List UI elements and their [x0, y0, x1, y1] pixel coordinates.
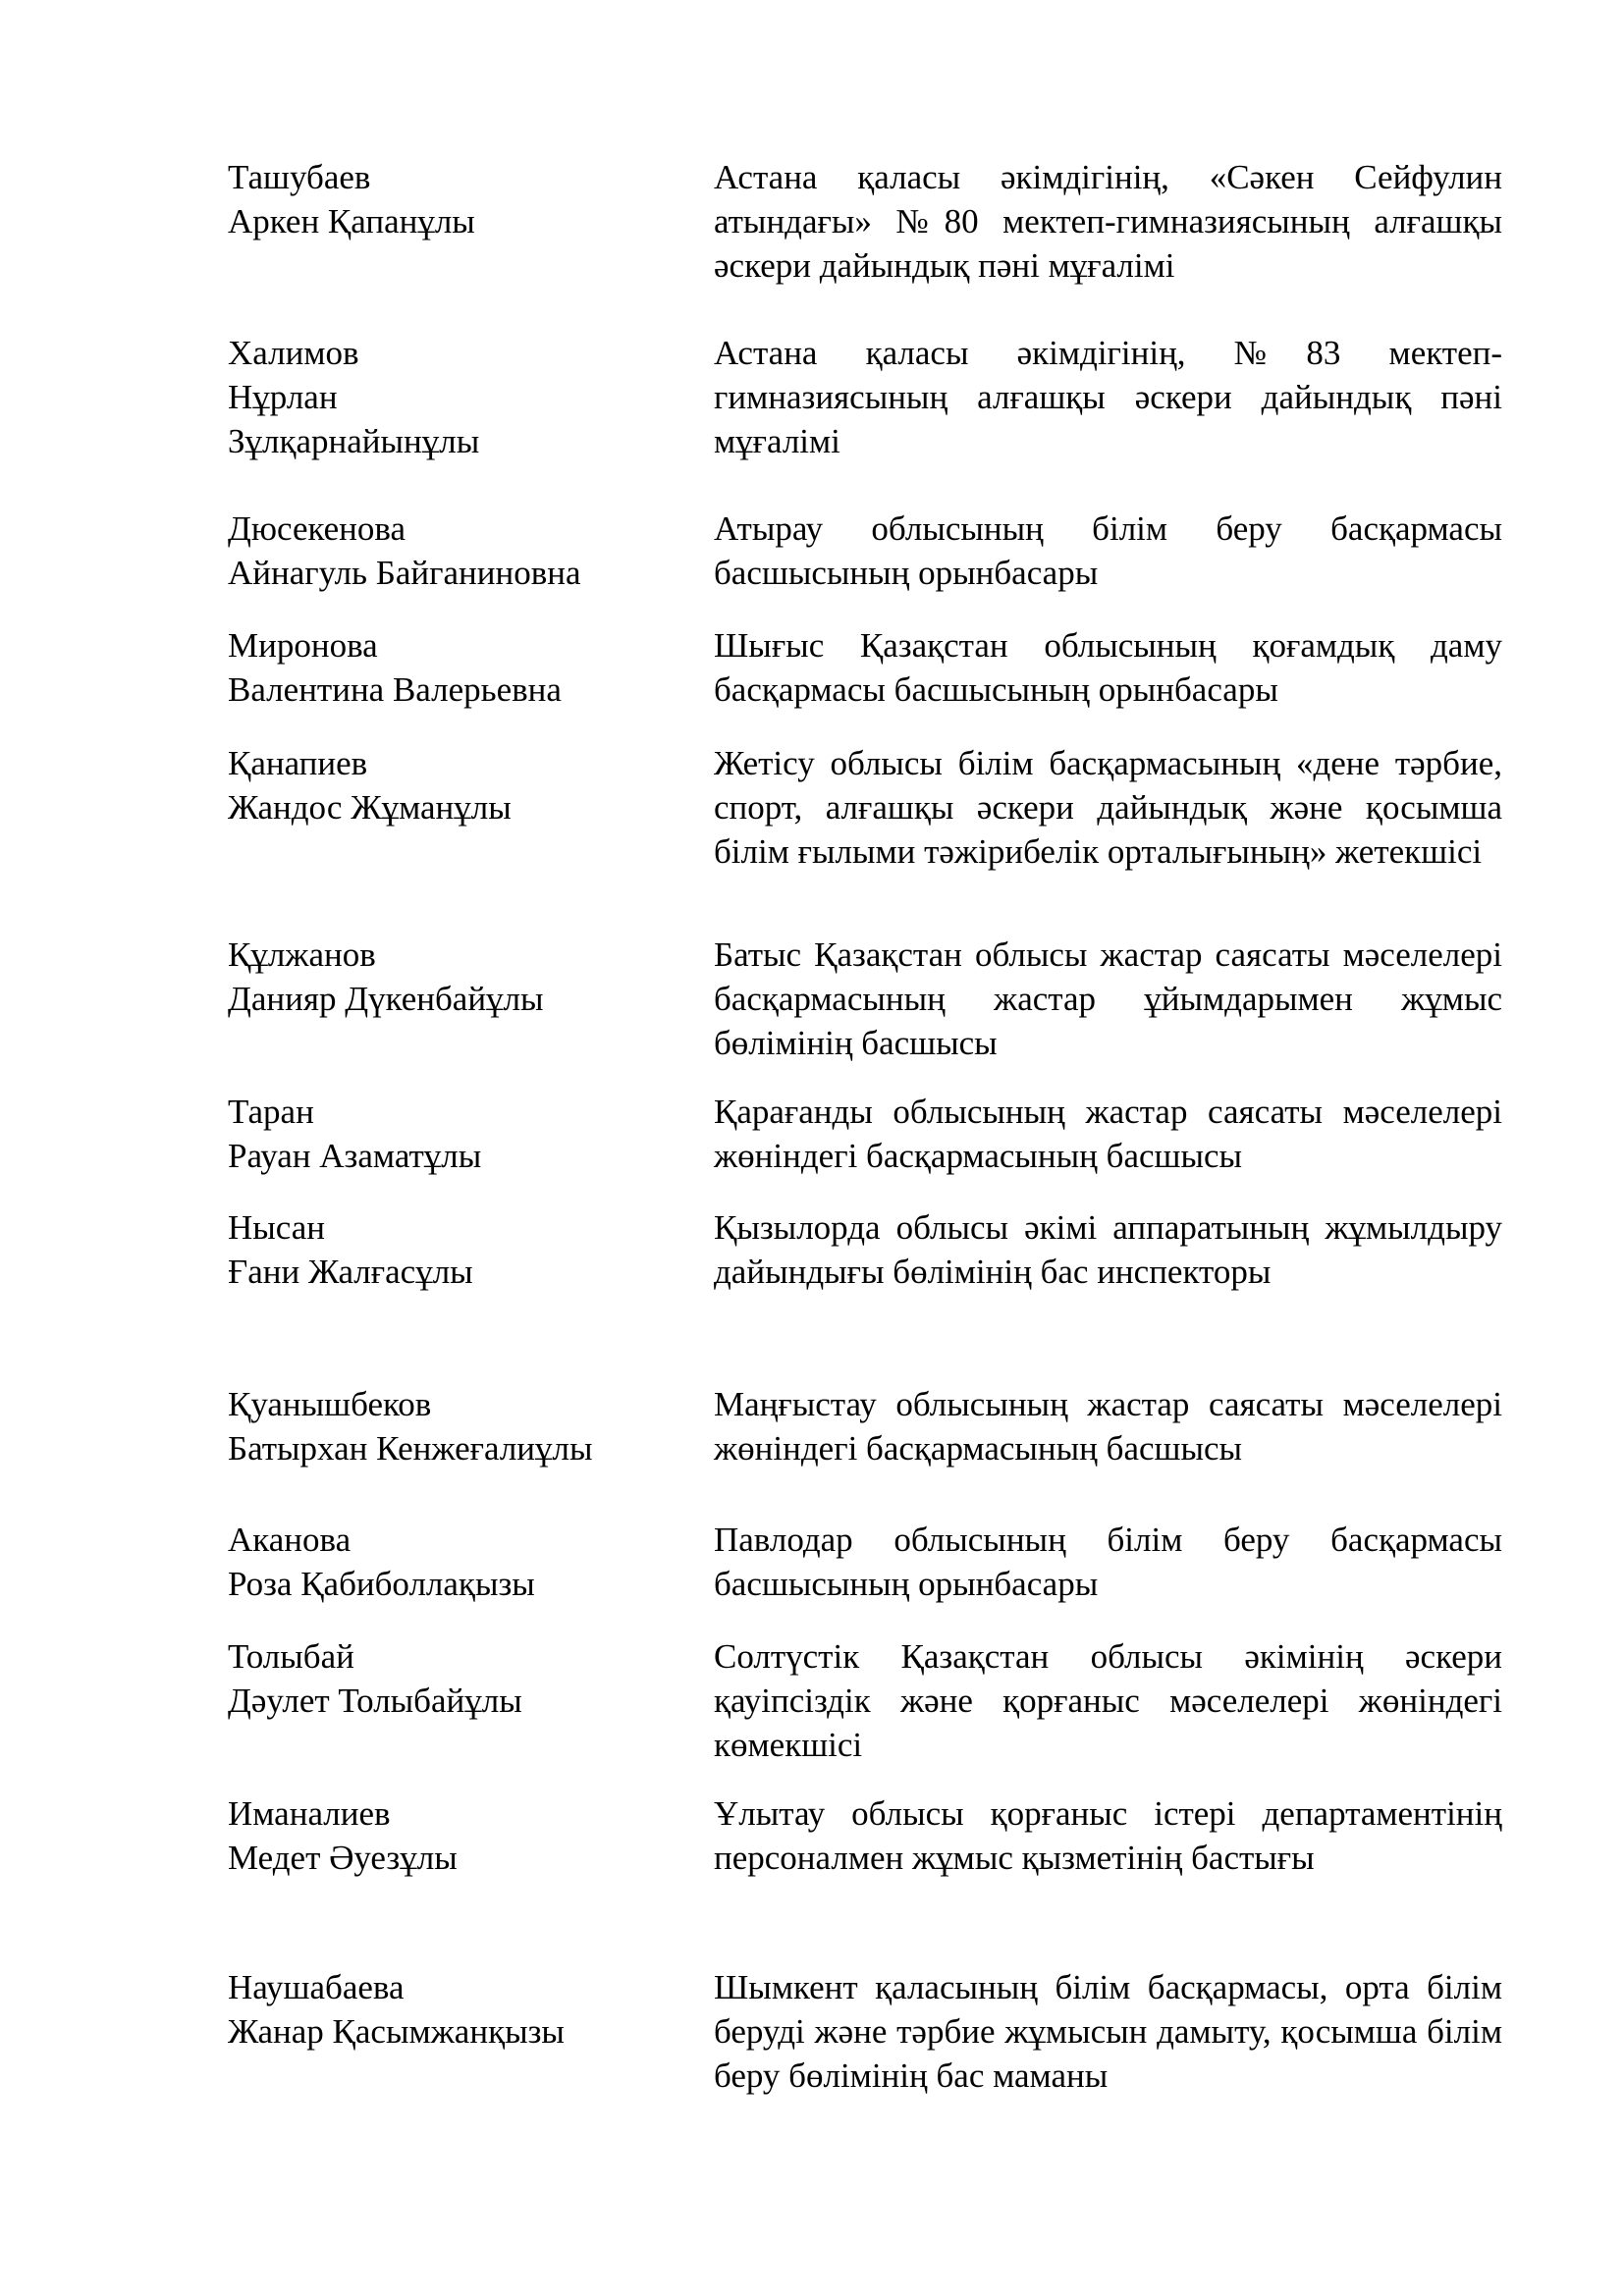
member-position: Шымкент қаласының білім басқармасы, орта білім беруді және тәрбие жұмысын дамыту, қосымша білім беру бөлімінің бас маманы [714, 1968, 1502, 2095]
surname: Толыбай [228, 1637, 354, 1676]
member-position: Қызылорда облысы әкімі аппаратының жұмылдыру дайындығы бөлімінің бас инспекторы [714, 1208, 1502, 1291]
member-name [228, 623, 679, 712]
member-position: Атырау облысының білім беру басқармасы басшысының орынбасары [714, 509, 1502, 592]
given-name: Рауан Азаматұлы [228, 1137, 482, 1175]
given-name: Жандос Жұманұлы [228, 788, 512, 827]
member-name [228, 741, 679, 829]
member-name [228, 507, 679, 595]
given-name: Валентина Валерьевна [228, 670, 562, 709]
member-position: Ұлытау облысы қорғаныс істері департаментінің персоналмен жұмыс қызметінің бастығы [714, 1794, 1502, 1877]
given-name: Аркен Қапанұлы [228, 202, 475, 240]
member-position: Павлодар облысының білім беру басқармасы басшысының орынбасары [714, 1521, 1502, 1603]
surname: Ташубаев [228, 158, 371, 196]
member-name [228, 1090, 679, 1178]
given-name: Жанар Қасымжанқызы [228, 2012, 565, 2051]
surname: Таран [228, 1093, 314, 1131]
given-name: Медет Әуезұлы [228, 1839, 458, 1877]
member-name [228, 155, 679, 243]
member-position: Қарағанды облысының жастар саясаты мәселелері жөніндегі басқармасының басшысы [714, 1093, 1502, 1175]
member-position: Астана қаласы әкімдігінің, «Сәкен Сейфулин атындағы» №80 мектеп-гимназиясының алғашқы әскери дайындық пәні мұғалімі [714, 158, 1502, 285]
member-position: Жетісу облысы білім басқармасының «дене тәрбие, спорт, алғашқы әскери дайындық және қосымша білім ғылыми тәжірибелік орталығының» жетекшісі [714, 744, 1502, 871]
member-name [228, 1965, 679, 2054]
member-name [228, 1791, 679, 1880]
member-name [228, 1205, 679, 1294]
surname: Дюсекенова [228, 509, 406, 548]
given-name: Роза Қабиболлақызы [228, 1565, 535, 1603]
surname: Қанапиев [228, 744, 368, 782]
surname: Аканова [228, 1521, 352, 1559]
surname: Иманалиев [228, 1794, 391, 1833]
given-name: Дәулет Толыбайұлы [228, 1682, 522, 1720]
member-name [228, 1518, 679, 1606]
member-name [228, 331, 679, 463]
member-name [228, 1634, 679, 1723]
surname: Халимов [228, 334, 359, 372]
surname: Миронова [228, 626, 378, 665]
given-name: Айнагуль Байганиновна [228, 554, 581, 592]
member-position: Солтүстік Қазақстан облысы әкімінің әскери қауіпсіздік және қорғаныс мәселелері жөніндегі көмекшісі [714, 1637, 1502, 1764]
member-position: Шығыс Қазақстан облысының қоғамдық даму басқармасы басшысының орынбасары [714, 626, 1502, 709]
given-name: Батырхан Кенжеғалиұлы [228, 1429, 593, 1468]
member-name [228, 1382, 679, 1470]
given-name: Нұрлан [228, 378, 338, 416]
member-position: Маңғыстау облысының жастар саясаты мәселелері жөніндегі басқармасының басшысы [714, 1385, 1502, 1468]
member-name [228, 933, 679, 1021]
member-position: Астана қаласы әкімдігінің, №83 мектеп-гимназиясының алғашқы әскери дайындық пәні мұғалімі [714, 334, 1502, 460]
member-position: Батыс Қазақстан облысы жастар саясаты мәселелері басқармасының жастар ұйымдарымен жұмыс бөлімінің басшысы [714, 935, 1502, 1062]
surname: Қуанышбеков [228, 1385, 432, 1423]
given-name: Ғани Жалғасұлы [228, 1253, 473, 1291]
patronymic: Зұлқарнайынұлы [228, 422, 480, 460]
surname: Наушабаева [228, 1968, 405, 2006]
surname: Құлжанов [228, 935, 376, 974]
given-name: Данияр Дүкенбайұлы [228, 980, 544, 1018]
surname: Нысан [228, 1208, 326, 1247]
